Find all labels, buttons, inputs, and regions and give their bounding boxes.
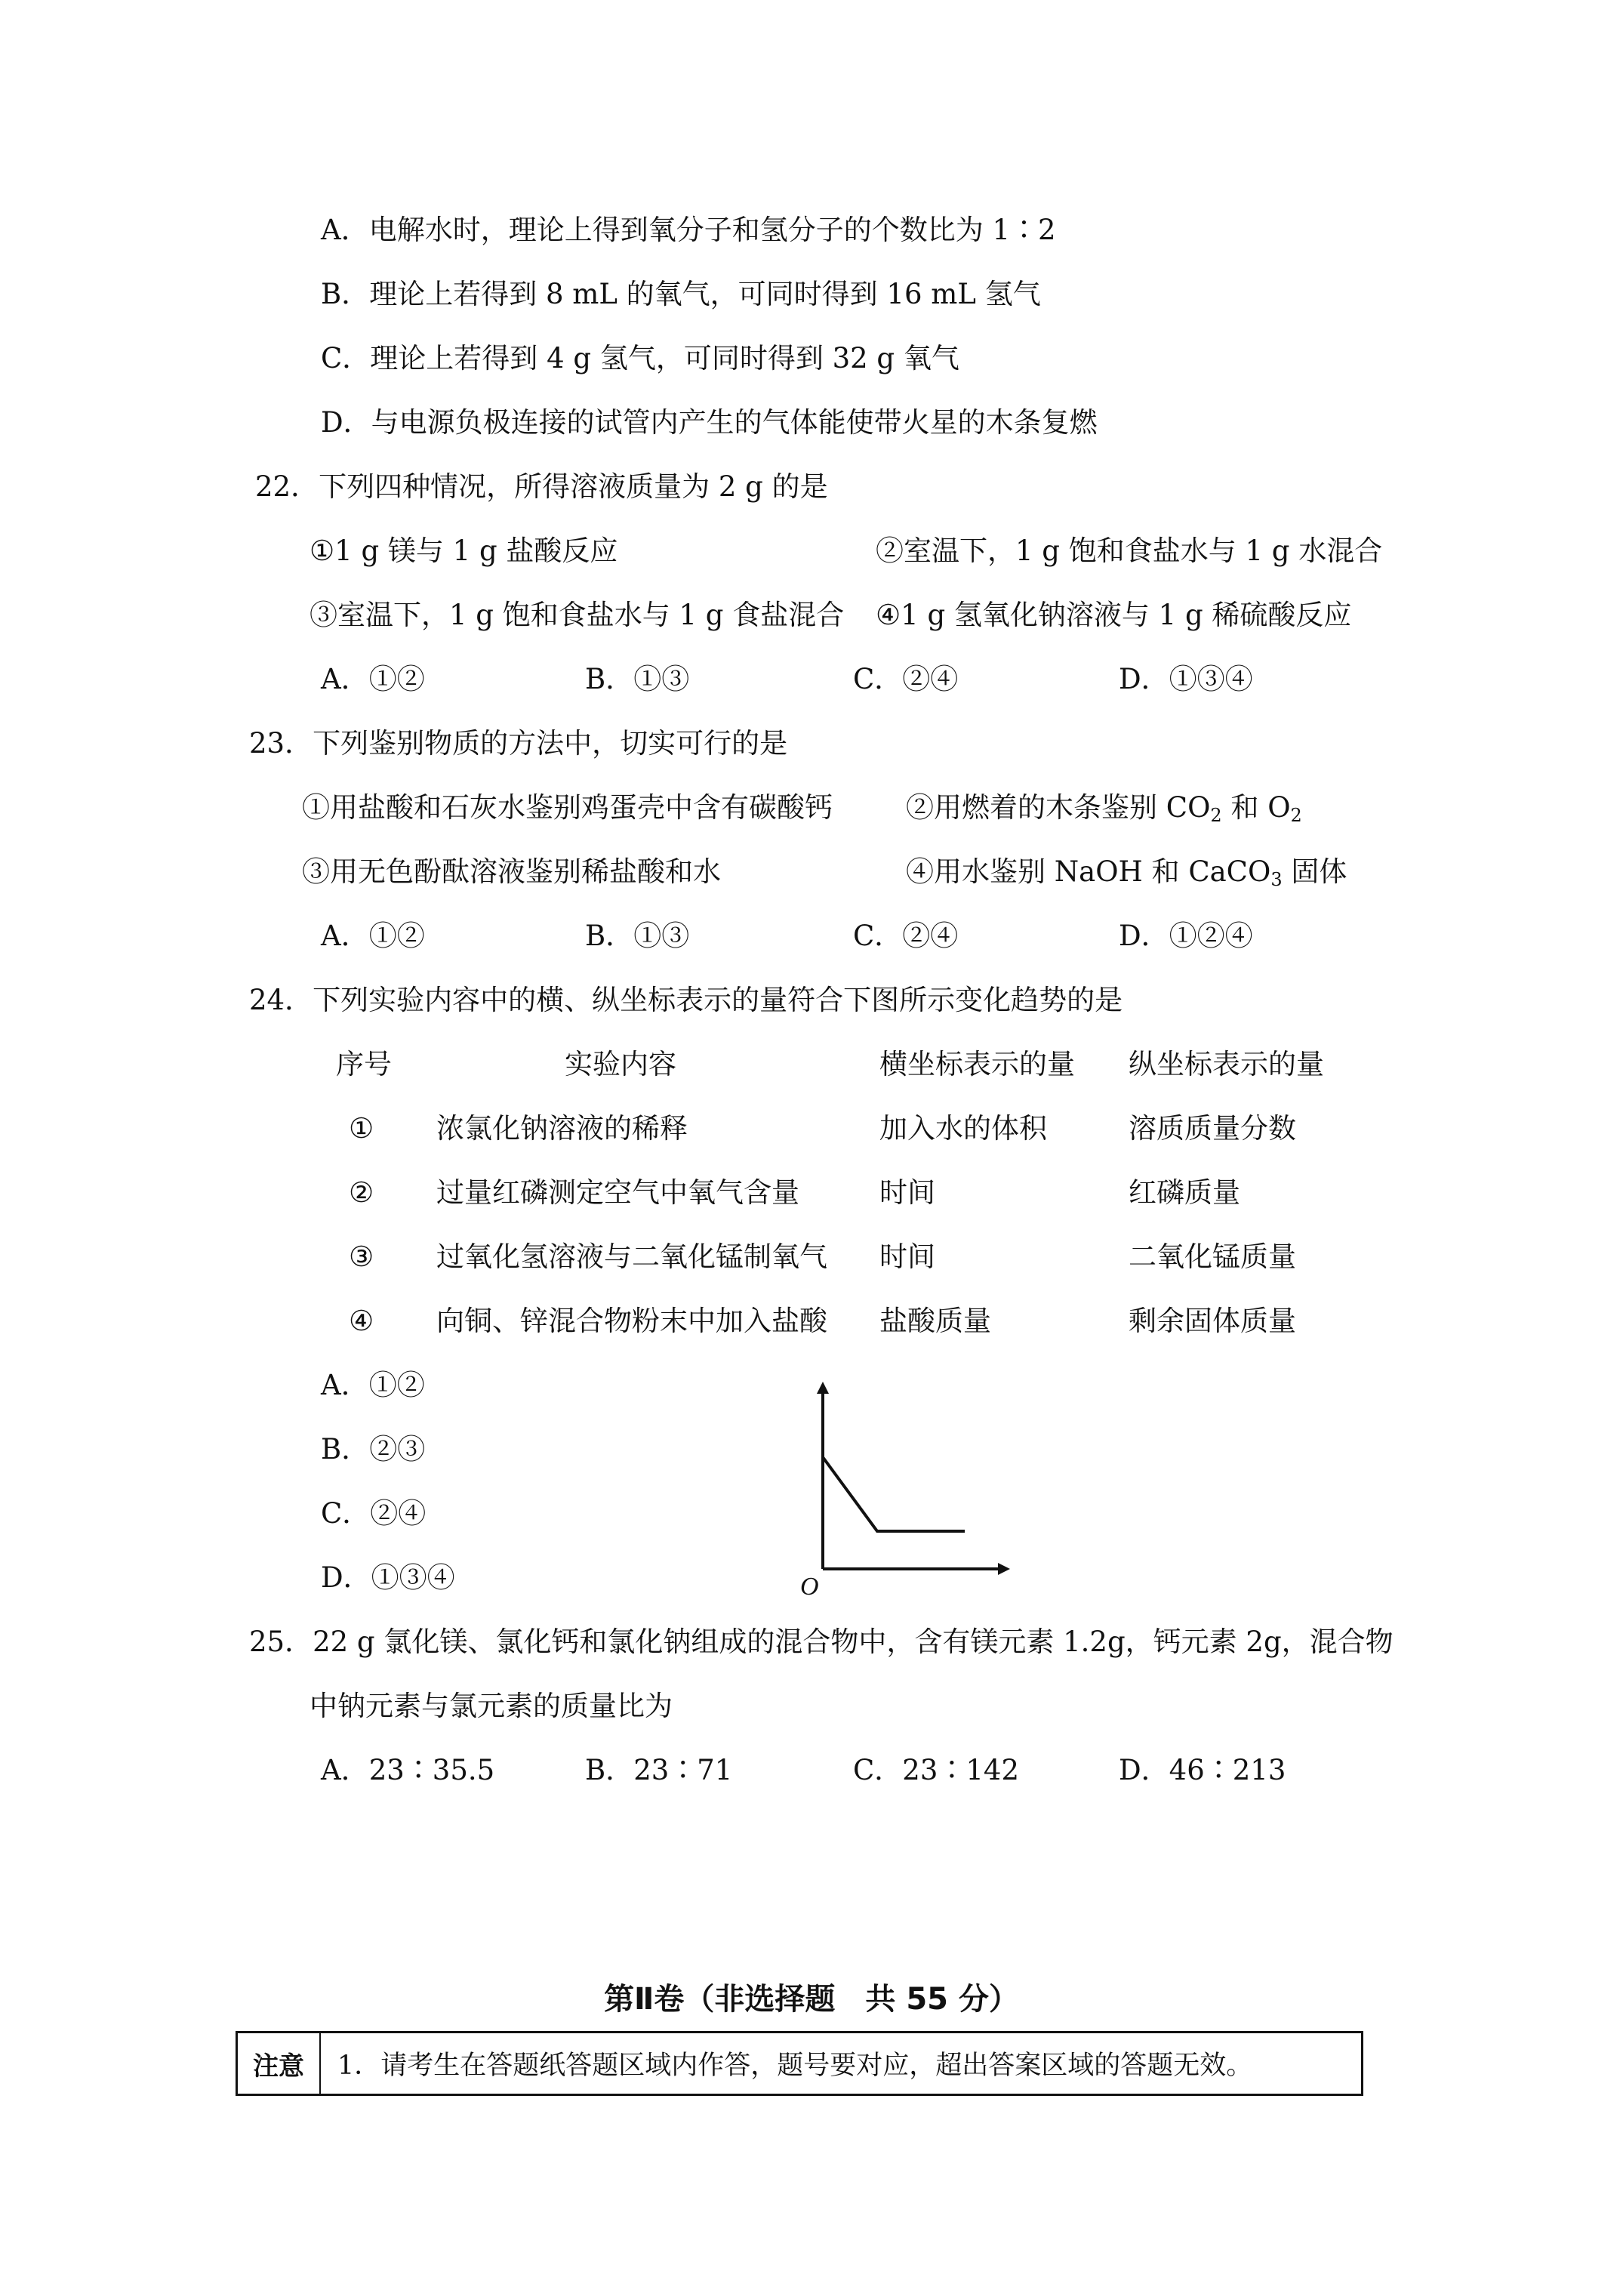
section-title: 第Ⅱ卷（非选择题 共 55 分） [604, 1982, 1019, 2017]
table-cell: ② [349, 1176, 374, 1209]
q22-option-a: A．①② [321, 663, 425, 695]
q21-option-c: C．理论上若得到 4 g 氢气，可同时得到 32 g 氧气 [321, 342, 959, 374]
table-cell: 过量红磷测定空气中氧气含量 [436, 1176, 799, 1209]
table-cell: ③ [349, 1240, 374, 1273]
q22-item-1: ①1 g 镁与 1 g 盐酸反应 [310, 535, 618, 567]
q24-stem: 24．下列实验内容中的横、纵坐标表示的量符合下图所示变化趋势的是 [249, 984, 1123, 1016]
q21-option-b: B．理论上若得到 8 mL 的氧气，可同时得到 16 mL 氢气 [321, 278, 1041, 310]
table-cell: 时间 [879, 1176, 935, 1209]
q23-item-4: ④用水鉴别 NaOH 和 CaCO$_3$ 固体 [906, 855, 1347, 890]
table-cell: 盐酸质量 [879, 1305, 991, 1337]
table-cell: 加入水的体积 [879, 1112, 1047, 1145]
origin-label: O [800, 1573, 819, 1601]
table-cell: 时间 [879, 1240, 935, 1273]
q22-stem: 22．下列四种情况，所得溶液质量为 2 g 的是 [255, 470, 828, 503]
table-cell: ④ [349, 1305, 374, 1337]
trend-line [823, 1457, 965, 1531]
q25-option-d: D．46∶213 [1119, 1754, 1286, 1786]
q25-option-a: A．23∶35.5 [321, 1754, 495, 1786]
table-cell: 过氧化氢溶液与二氧化锰制氧气 [436, 1240, 827, 1273]
q22-option-c: C．②④ [853, 663, 959, 695]
q24-option-a: A．①② [321, 1369, 425, 1401]
table-cell: 浓氯化钠溶液的稀释 [436, 1112, 688, 1145]
q21-option-d: D．与电源负极连接的试管内产生的气体能使带火星的木条复燃 [321, 406, 1098, 439]
table-cell: 溶质质量分数 [1129, 1112, 1296, 1145]
q22-item-4: ④1 g 氢氧化钠溶液与 1 g 稀硫酸反应 [876, 599, 1352, 631]
q25-stem-line-1: 25．22 g 氯化镁、氯化钙和氯化钠组成的混合物中，含有镁元素 1.2g，钙元素 2g，混合物 [249, 1626, 1394, 1658]
q22-item-3: ③室温下，1 g 饱和食盐水与 1 g 食盐混合 [310, 599, 845, 631]
q23-stem: 23．下列鉴别物质的方法中，切实可行的是 [249, 727, 788, 760]
notice-text: 1．请考生在答题纸答题区域内作答，题号要对应，超出答案区域的答题无效。 [337, 2051, 1253, 2081]
q22-option-d: D．①③④ [1119, 663, 1253, 695]
q24-option-d: D．①③④ [321, 1561, 455, 1594]
notice-label: 注意 [238, 2033, 321, 2094]
table-header-x: 横坐标表示的量 [879, 1048, 1075, 1080]
q23-item-1: ①用盐酸和石灰水鉴别鸡蛋壳中含有碳酸钙 [302, 791, 833, 824]
q21-option-a: A．电解水时，理论上得到氧分子和氢分子的个数比为 1∶2 [321, 214, 1056, 246]
q24-option-c: C．②④ [321, 1497, 427, 1530]
table-cell: 红磷质量 [1129, 1176, 1240, 1209]
q24-option-b: B．②③ [321, 1433, 426, 1465]
table-cell: 二氧化锰质量 [1129, 1240, 1296, 1273]
table-cell: 向铜、锌混合物粉末中加入盐酸 [436, 1305, 827, 1337]
table-header-content: 实验内容 [565, 1048, 676, 1080]
q25-option-b: B．23∶71 [585, 1754, 733, 1786]
q23-option-b: B．①③ [585, 920, 690, 952]
table-cell: ① [349, 1112, 374, 1145]
q22-option-b: B．①③ [585, 663, 690, 695]
q25-option-c: C．23∶142 [853, 1754, 1020, 1786]
q23-option-d: D．①②④ [1119, 920, 1253, 952]
notice-box [236, 2031, 1363, 2096]
q22-item-2: ②室温下，1 g 饱和食盐水与 1 g 水混合 [876, 535, 1383, 567]
q23-item-2: ②用燃着的木条鉴别 $CO_2$ 和 $O_2$ [906, 791, 1302, 826]
trend-graph [770, 1374, 1019, 1601]
q25-stem-line-2: 中钠元素与氯元素的质量比为 [310, 1690, 673, 1722]
q23-option-a: A．①② [321, 920, 425, 952]
table-header-y: 纵坐标表示的量 [1129, 1048, 1324, 1080]
q23-item-3: ③用无色酚酞溶液鉴别稀盐酸和水 [302, 855, 721, 888]
table-header-index: 序号 [336, 1048, 392, 1080]
q23-option-c: C．②④ [853, 920, 959, 952]
table-cell: 剩余固体质量 [1129, 1305, 1296, 1337]
